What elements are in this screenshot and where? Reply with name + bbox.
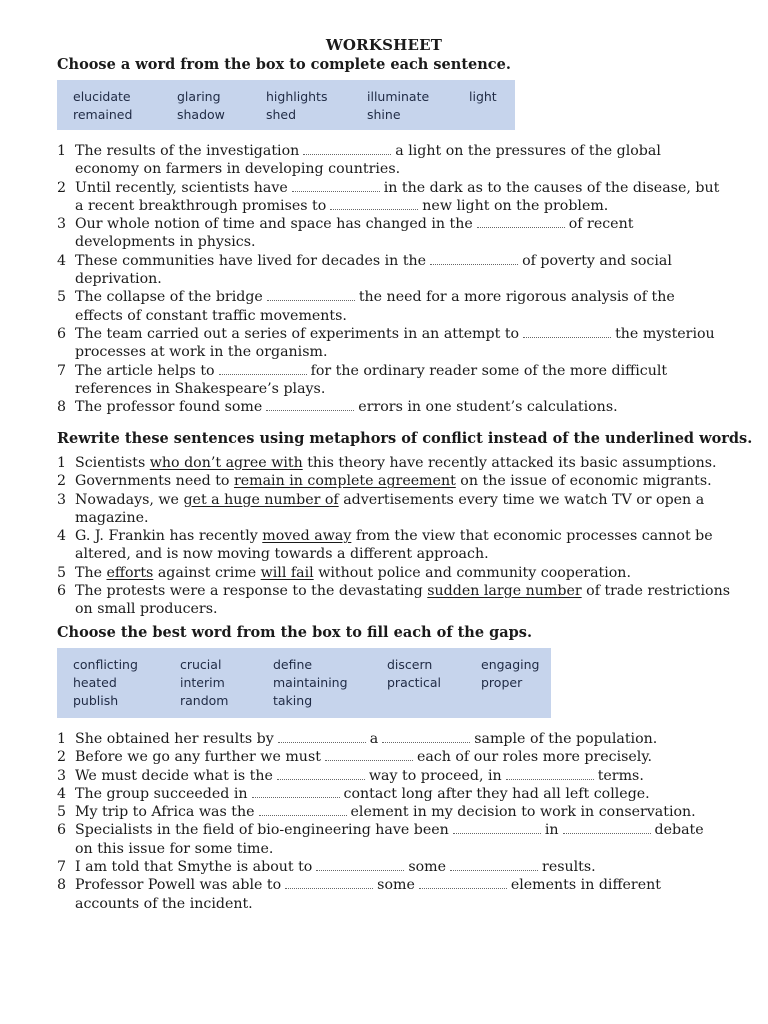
- answer-gap[interactable]: [477, 215, 565, 228]
- section3-list: [57, 730, 768, 913]
- list-item: 4 G. J. Frankin has recently moved away from the view that economic processes cannot be altered, and is now moving towards a different approach.: [57, 528, 713, 563]
- word-option: proper: [481, 675, 523, 690]
- underlined-phrase: remain in complete agreement: [233, 473, 456, 490]
- word-option: shed: [266, 107, 297, 122]
- list-item: 5 The collapse of the bridge the need for a more rigorous analysis of the effects of constant traffic movements.: [57, 289, 675, 324]
- answer-gap[interactable]: [450, 858, 538, 871]
- answer-gap[interactable]: [266, 398, 354, 411]
- list-item: 3 We must decide what is the way to proceed, in terms.: [57, 767, 644, 784]
- list-item: 1 The results of the investigation a light on the pressures of the global economy on farmers in developing countries.: [57, 143, 661, 178]
- answer-gap[interactable]: [325, 748, 413, 761]
- answer-gap[interactable]: [430, 252, 518, 265]
- word-option: shine: [367, 107, 401, 122]
- answer-gap[interactable]: [267, 288, 355, 301]
- section3-instruction: Choose the best word from the box to fill each of the gaps.: [57, 624, 533, 641]
- list-item: 4 The group succeeded in contact long after they had all left college.: [57, 785, 650, 802]
- word-option: define: [273, 657, 313, 672]
- list-item: 8 Professor Powell was able to some elements in different accounts of the incident.: [57, 877, 661, 912]
- list-item: 6 The protests were a response to the devastating sudden large number of trade restrictions on small producers.: [57, 583, 731, 618]
- section3-word-box: [57, 648, 551, 718]
- answer-gap[interactable]: [419, 876, 507, 889]
- section1-word-box: [57, 80, 515, 130]
- list-item: 6 The team carried out a series of experiments in an attempt to the mysteriou processes at work in the organism.: [57, 325, 715, 361]
- list-item: 6 Specialists in the field of bio-engineering have been in debate on this issue for some time.: [57, 822, 704, 857]
- section1-list: [57, 142, 768, 416]
- answer-gap[interactable]: [277, 767, 365, 780]
- underlined-phrase: moved away: [262, 528, 352, 545]
- word-option: remained: [73, 107, 133, 122]
- word-option: taking: [273, 693, 313, 708]
- answer-gap[interactable]: [382, 730, 470, 743]
- underlined-phrase: get a huge number of: [183, 491, 339, 508]
- list-item: 4 These communities have lived for decades in the of poverty and social deprivation.: [57, 252, 672, 288]
- section2-list: [57, 454, 768, 619]
- word-option: heated: [73, 675, 117, 690]
- list-item: 2 Until recently, scientists have in the dark as to the causes of the disease, but a recent breakthrough promises to new light on the problem.: [57, 179, 720, 214]
- word-option: glaring: [177, 89, 221, 104]
- underlined-phrase: efforts: [106, 564, 154, 581]
- word-option: publish: [73, 693, 119, 708]
- answer-gap[interactable]: [303, 142, 391, 155]
- word-option: shadow: [177, 107, 225, 122]
- list-item: 2 Before we go any further we must each of our roles more precisely.: [57, 749, 652, 766]
- word-option: light: [469, 89, 497, 104]
- answer-gap[interactable]: [278, 730, 366, 743]
- answer-gap[interactable]: [285, 876, 373, 889]
- section1-instruction: Choose a word from the box to complete each sentence.: [57, 56, 511, 73]
- underlined-phrase: will fail: [260, 564, 314, 581]
- list-item: 2 Governments need to remain in complete agreement on the issue of economic migrants.: [57, 473, 712, 490]
- word-option: random: [180, 693, 229, 708]
- list-item: 3 Our whole notion of time and space has changed in the of recent developments in physics.: [57, 216, 634, 251]
- underlined-phrase: who don’t agree with: [149, 455, 303, 471]
- list-item: 1 Scientists who don’t agree with this theory have recently attacked its basic assumptions.: [57, 455, 717, 471]
- word-option: interim: [180, 675, 225, 690]
- word-option: conflicting: [73, 657, 138, 672]
- answer-gap[interactable]: [292, 179, 380, 192]
- word-option: maintaining: [273, 675, 348, 690]
- answer-gap[interactable]: [252, 785, 340, 798]
- underlined-phrase: sudden large number: [427, 583, 582, 600]
- word-option: practical: [387, 675, 441, 690]
- list-item: 5 My trip to Africa was the element in my decision to work in conservation.: [57, 804, 696, 821]
- word-option: illuminate: [367, 89, 430, 104]
- section2-instruction: Rewrite these sentences using metaphors of conflict instead of the underlined words.: [57, 430, 753, 447]
- answer-gap[interactable]: [453, 821, 541, 834]
- answer-gap[interactable]: [506, 767, 594, 780]
- list-item: 3 Nowadays, we get a huge number of advertisements every time we watch TV or open a magazine.: [57, 491, 705, 526]
- word-option: discern: [387, 657, 433, 672]
- word-option: highlights: [266, 89, 328, 104]
- answer-gap[interactable]: [259, 803, 347, 816]
- list-item: 7 I am told that Smythe is about to some results.: [57, 859, 596, 876]
- list-item: 1 She obtained her results by a sample of the population.: [57, 731, 658, 747]
- word-option: elucidate: [73, 89, 131, 104]
- list-item: 7 The article helps to for the ordinary reader some of the more difficult references in Shakespeare’s plays.: [57, 362, 668, 397]
- word-option: engaging: [481, 657, 540, 672]
- answer-gap[interactable]: [316, 858, 404, 871]
- worksheet-title: WORKSHEET: [325, 36, 443, 54]
- answer-gap[interactable]: [563, 821, 651, 834]
- answer-gap[interactable]: [330, 197, 418, 210]
- list-item: 5 The efforts against crime will fail without police and community cooperation.: [57, 564, 631, 581]
- word-option: crucial: [180, 657, 222, 672]
- list-item: 8 The professor found some errors in one student’s calculations.: [57, 399, 618, 416]
- answer-gap[interactable]: [219, 362, 307, 375]
- answer-gap[interactable]: [523, 325, 611, 338]
